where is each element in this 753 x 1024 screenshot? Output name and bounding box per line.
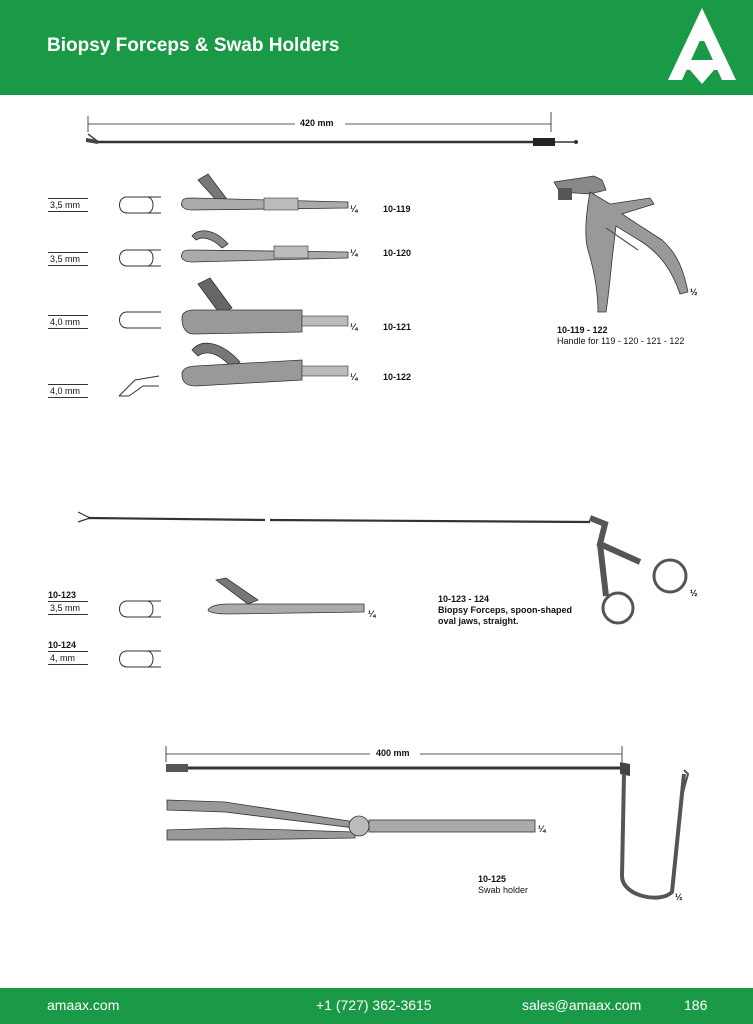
jaw-profile-oval-icon [117, 195, 167, 215]
footer-email-link[interactable]: sales@amaax.com [522, 997, 642, 1013]
jaw-profile-angled-icon [115, 368, 165, 398]
size-label-10-124: 4, mm [48, 651, 88, 665]
item-code-10-119: 10-119 [383, 204, 411, 214]
item-code-10-123: 10-123 [48, 590, 77, 600]
long-forceps-image [0, 128, 753, 158]
handle-code: 10-119 - 122 [557, 325, 608, 335]
length-label-420: 420 mm [300, 118, 334, 128]
forceps-tip-image-10-120 [178, 224, 348, 264]
length-label-400: 400 mm [376, 748, 410, 758]
page-title: Biopsy Forceps & Swab Holders [47, 35, 340, 56]
tip-scale-fraction-10-123: ¼ [368, 609, 376, 619]
size-label-10-122: 4,0 mm [48, 384, 88, 398]
forceps-tip-image-10-121 [178, 278, 348, 338]
page-footer [0, 988, 753, 1024]
forceps-tip-image-10-123 [208, 578, 368, 618]
size-label-10-119: 3,5 mm [48, 198, 88, 212]
item-code-10-120: 10-120 [383, 248, 412, 258]
item-code-10-121: 10-121 [383, 322, 412, 332]
angled-forceps-image [0, 500, 753, 630]
footer-phone: +1 (727) 362-3615 [316, 997, 432, 1013]
jaw-profile-straight-icon [117, 310, 167, 330]
scale-fraction-10-121: ¼ [350, 322, 358, 332]
item-code-10-125: 10-125 [478, 874, 507, 884]
handle-scale-fraction: ½ [690, 287, 698, 297]
swab-holder-description: Swab holder [478, 885, 529, 895]
handle-image [550, 170, 700, 320]
footer-website-link[interactable]: amaax.com [47, 997, 120, 1013]
jaw-profile-oval-icon [117, 599, 167, 619]
handle-description: Handle for 119 - 120 - 121 - 122 [557, 336, 685, 346]
page-header [0, 0, 753, 95]
size-label-10-121: 4,0 mm [48, 315, 88, 329]
swab-scale-fraction: ½ [675, 892, 683, 902]
page-number: 186 [684, 997, 708, 1013]
jaw-profile-oval-icon [117, 248, 167, 268]
scale-fraction-10-122: ¼ [350, 372, 358, 382]
forceps-tip-image-10-122 [178, 338, 348, 388]
caption-code-10-123-124: 10-123 - 124 [438, 594, 490, 604]
size-label-10-120: 3,5 mm [48, 252, 88, 266]
forceps-tip-image-10-119 [178, 172, 348, 212]
scale-fraction-10-120: ¼ [350, 248, 358, 258]
size-label-10-123: 3,5 mm [48, 601, 88, 615]
caption-line2: oval jaws, straight. [438, 616, 519, 626]
swab-tip-scale-fraction: ¼ [538, 824, 546, 834]
scale-fraction-10-119: ¼ [350, 204, 358, 214]
forceps-scale-fraction: ½ [690, 588, 698, 598]
item-code-10-122: 10-122 [383, 372, 412, 382]
jaw-profile-oval-icon [117, 649, 167, 669]
swab-forceps-image [165, 798, 565, 848]
caption-line1: Biopsy Forceps, spoon-shaped [438, 605, 573, 615]
item-code-10-124: 10-124 [48, 640, 77, 650]
brand-logo-icon [660, 4, 744, 88]
